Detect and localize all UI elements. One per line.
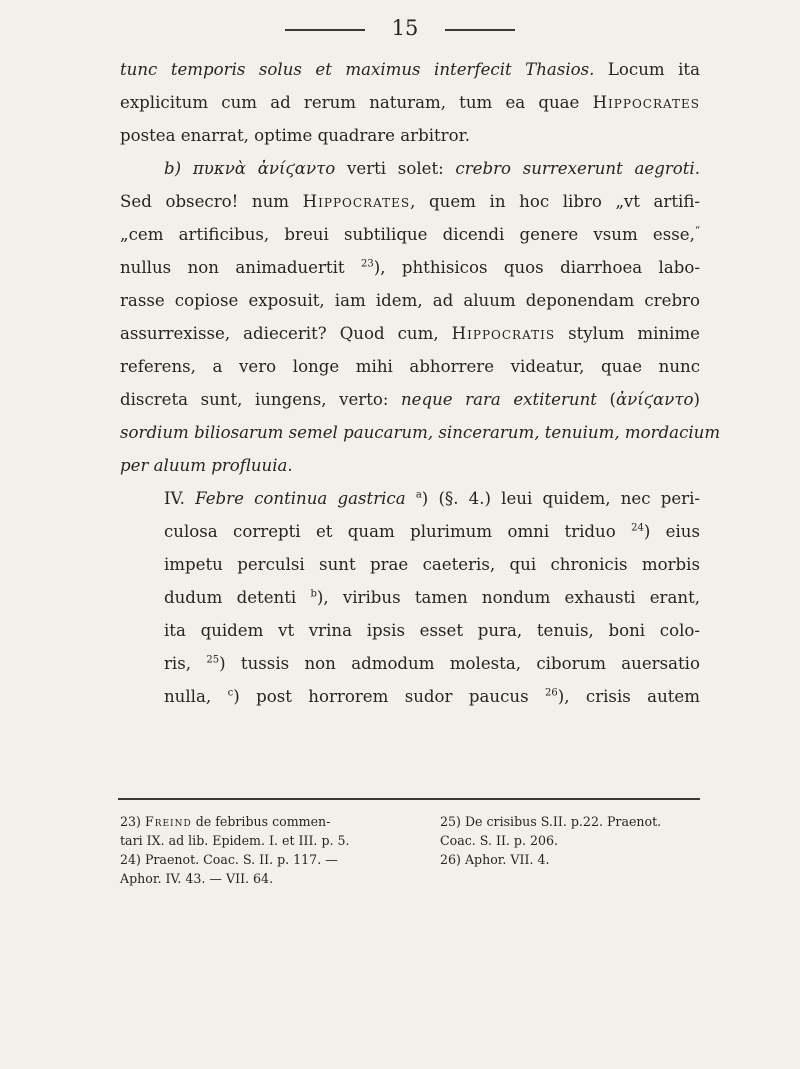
text-line: assurrexisse, adiecerit? Quod cum, Hippocratis stylum minime [120, 324, 701, 343]
footnote-divider [118, 798, 700, 800]
footnote-25-cont: Coac. S. II. p. 206. [440, 833, 559, 848]
text-line: nullus non animaduertit $^{23}$), phthisicos quos diarrhoea labo- [120, 258, 700, 277]
footnote-column-left [120, 812, 420, 888]
footnote-25: 25) De crisibus S.II. p.22. Praenot. [440, 814, 662, 829]
text-line: postea enarrat, optime quadrare arbitror. [120, 126, 470, 145]
text-line: nulla, $^c$) post horrorem sudor paucus $^{26}$), crisis autem [164, 687, 700, 706]
text-line: referens, a vero longe mihi abhorrere videatur, quae nunc [120, 357, 700, 376]
header-rule-left [285, 29, 365, 31]
text-line: b) πυκνὰ ἀνίϛαντο verti solet: crebro surrexerunt aegroti. [164, 159, 700, 178]
text-line: dudum detenti $^b$), viribus tamen nondum exhausti erant, [164, 588, 701, 607]
text-line: discreta sunt, iungens, verto: neque rara extiterunt (ἀνίϛαντο) [120, 390, 701, 409]
footnote-24-cont: Aphor. IV. 43. — VII. 64. [120, 871, 274, 886]
text-line: ris, $^{25}$) tussis non admodum molesta, ciborum auersatio [164, 654, 700, 673]
page-header [0, 16, 800, 42]
footnote-26: 26) Aphor. VII. 4. [440, 852, 550, 867]
text-line: sordium biliosarum semel paucarum, sincerarum, tenuium, mordacium [120, 423, 721, 442]
text-line: culosa correpti et quam plurimum omni triduo $^{24}$) eius [164, 522, 700, 541]
text-line: rasse copiose exposuit, iam idem, ad aluum deponendam crebro [120, 291, 700, 310]
page-number: 15 [391, 16, 419, 40]
footnote-23-cont: tari IX. ad lib. Epidem. I. et III. p. 5. [120, 833, 350, 848]
text-line: IV. Febre continua gastrica $^a$) (§. 4.) leui quidem, nec peri- [164, 489, 700, 508]
text-line: Sed obsecro! num Hippocrates, quem in hoc libro „vt artifi- [120, 192, 701, 211]
text-line: ita quidem vt vrina ipsis esset pura, tenuis, boni colo- [164, 621, 700, 640]
header-rule-right [445, 29, 515, 31]
text-line: per aluum profluuia. [120, 456, 293, 475]
footnote-23: 23) Freind de febribus commen- [120, 814, 331, 829]
text-line: explicitum cum ad rerum naturam, tum ea quae Hippocrates [120, 93, 700, 112]
footnote-column-right [440, 812, 700, 869]
text-line: tunc temporis solus et maximus interfecit Thasios. Locum ita [120, 60, 700, 79]
text-line: „cem artificibus, breui subtilique dicendi genere vsum esse,“ [120, 225, 700, 244]
text-line: impetu perculsi sunt prae caeteris, qui chronicis morbis [164, 555, 700, 574]
footnote-24: 24) Praenot. Coac. S. II. p. 117. — [120, 852, 338, 867]
